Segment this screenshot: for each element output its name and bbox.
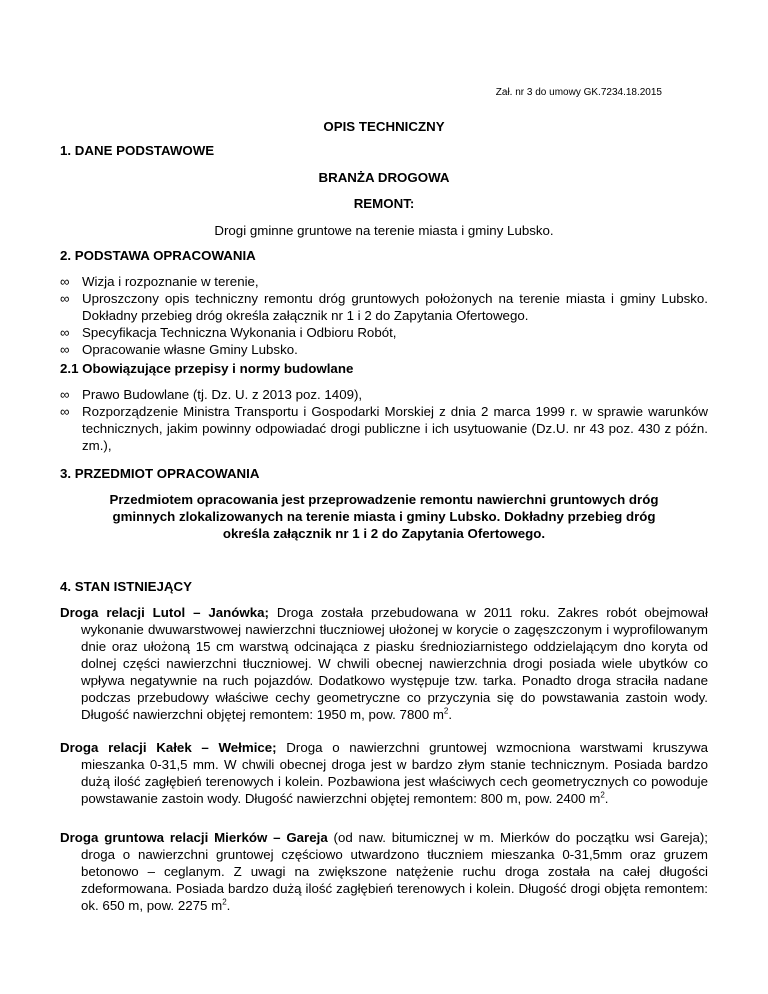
list-item: ∞ Prawo Budowlane (tj. Dz. U. z 2013 poz. 1409),	[60, 387, 363, 402]
list-item: ∞ Specyfikacja Techniczna Wykonania i Odbioru Robót,	[60, 325, 397, 340]
infinity-bullet-icon: ∞	[60, 291, 70, 306]
subject-line: Drogi gminne gruntowe na terenie miasta i gminy Lubsko.	[214, 223, 554, 238]
road-paragraph-kalek-welmice: Droga relacji Kałek – Wełmice; Droga o nawierzchni gruntowej wzmocniona warstwami kruszywa mieszanka 0-31,5 mm. W chwili obecnej droga jest w bardzo złym stanie technicznym. Posiada bardzo dużą ilość zagłębień terenowych i kolein. Pozbawiona jest właściwych cech geometrycznych co powoduje powstawanie zastoin wody. Długość nawierzchni objętej remontem: 800 m, pow. 2400 $m^2$.	[60, 740, 708, 806]
header-reference: Zał. nr 3 do umowy GK.7234.18.2015	[495, 87, 662, 98]
list-item: ∞ Wizja i rozpoznanie w terenie,	[60, 274, 259, 289]
section-3-heading: 3. PRZEDMIOT OPRACOWANIA	[60, 466, 260, 481]
list-item: ∞ Opracowanie własne Gminy Lubsko.	[60, 342, 298, 357]
section-2-1-heading: 2.1 Obowiązujące przepisy i normy budowlane	[60, 361, 354, 376]
infinity-bullet-icon: ∞	[60, 325, 70, 340]
section-1-heading: 1. DANE PODSTAWOWE	[60, 143, 215, 158]
infinity-bullet-icon: ∞	[60, 274, 70, 289]
section-2-1-list	[60, 386, 708, 454]
document-title: OPIS TECHNICZNY	[323, 119, 445, 134]
road-paragraph-mierkow-gareja: Droga gruntowa relacji Mierków – Gareja (od naw. bitumicznej w m. Mierków do początku wsi Gareja); droga o nawierzchni gruntowej częściowo utwardzono tłuczniem mieszanka 0-31,5mm oraz gruzem betonowo – ceglanym. Z uwagi na zwiększone natężenie ruchu droga została na całej długości zdeformowana. Posiada bardzo dużą ilość zagłębień terenowych i kolein. Długość drogi objęta remontem: ok. 650 m, pow. 2275 $m^2$.	[60, 830, 708, 913]
section-2-list	[60, 273, 708, 358]
list-item: ∞ Uproszczony opis techniczny remontu dróg gruntowych położonych na terenie miasta i gminy Lubsko. Dokładny przebieg dróg określa załącznik nr 1 i 2 do Zapytania Ofertowego.	[60, 291, 708, 323]
remont-label: REMONT:	[353, 196, 415, 211]
branch-label: BRANŻA DROGOWA	[318, 170, 450, 185]
section-4-heading: 4. STAN ISTNIEJĄCY	[60, 579, 193, 594]
infinity-bullet-icon: ∞	[60, 404, 70, 419]
list-item: ∞ Rozporządzenie Ministra Transportu i Gospodarki Morskiej z dnia 2 marca 1999 r. w sprawie warunków technicznych, jakim powinny odpowiadać drogi publiczne i ich usytuowanie (Dz.U. nr 43 poz. 430 z późn. zm.),	[60, 404, 708, 453]
road-paragraph-lutol-janowka: Droga relacji Lutol – Janówka; Droga została przebudowana w 2011 roku. Zakres robót obejmował wykonanie dwuwarstwowej nawierzchni tłuczniowej ułożonej w korycie o zagęszczonym i wyprofilowanym dnie oraz ułożoną 15 cm warstwą odcinająca z piasku średnioziarnistego oddzielającym dno koryta od dolnej części nawierzchni tłuczniowej. W chwili obecnej nawierzchnia drogi posiada wiele ubytków co wpływa negatywnie na ruch pojazdów. Dodatkowo występuje tzw. tarka. Ponadto droga straciła nadane podczas przebudowy właściwe cechy geometryczne co przyczynia się do powstawania zastoin wody. Długość nawierzchni objętej remontem: 1950 m, pow. 7800 $m^2$.	[60, 605, 708, 722]
infinity-bullet-icon: ∞	[60, 342, 70, 357]
section-3-text: Przedmiotem opracowania jest przeprowadzenie remontu nawierchni gruntowych dróg gminnych zlokalizowanych na terenie miasta i gminy Lubsko. Dokładny przebieg dróg określa załącznik nr 1 i 2 do Zapytania Ofertowego.	[109, 492, 659, 541]
infinity-bullet-icon: ∞	[60, 387, 70, 402]
section-2-heading: 2. PODSTAWA OPRACOWANIA	[60, 248, 256, 263]
